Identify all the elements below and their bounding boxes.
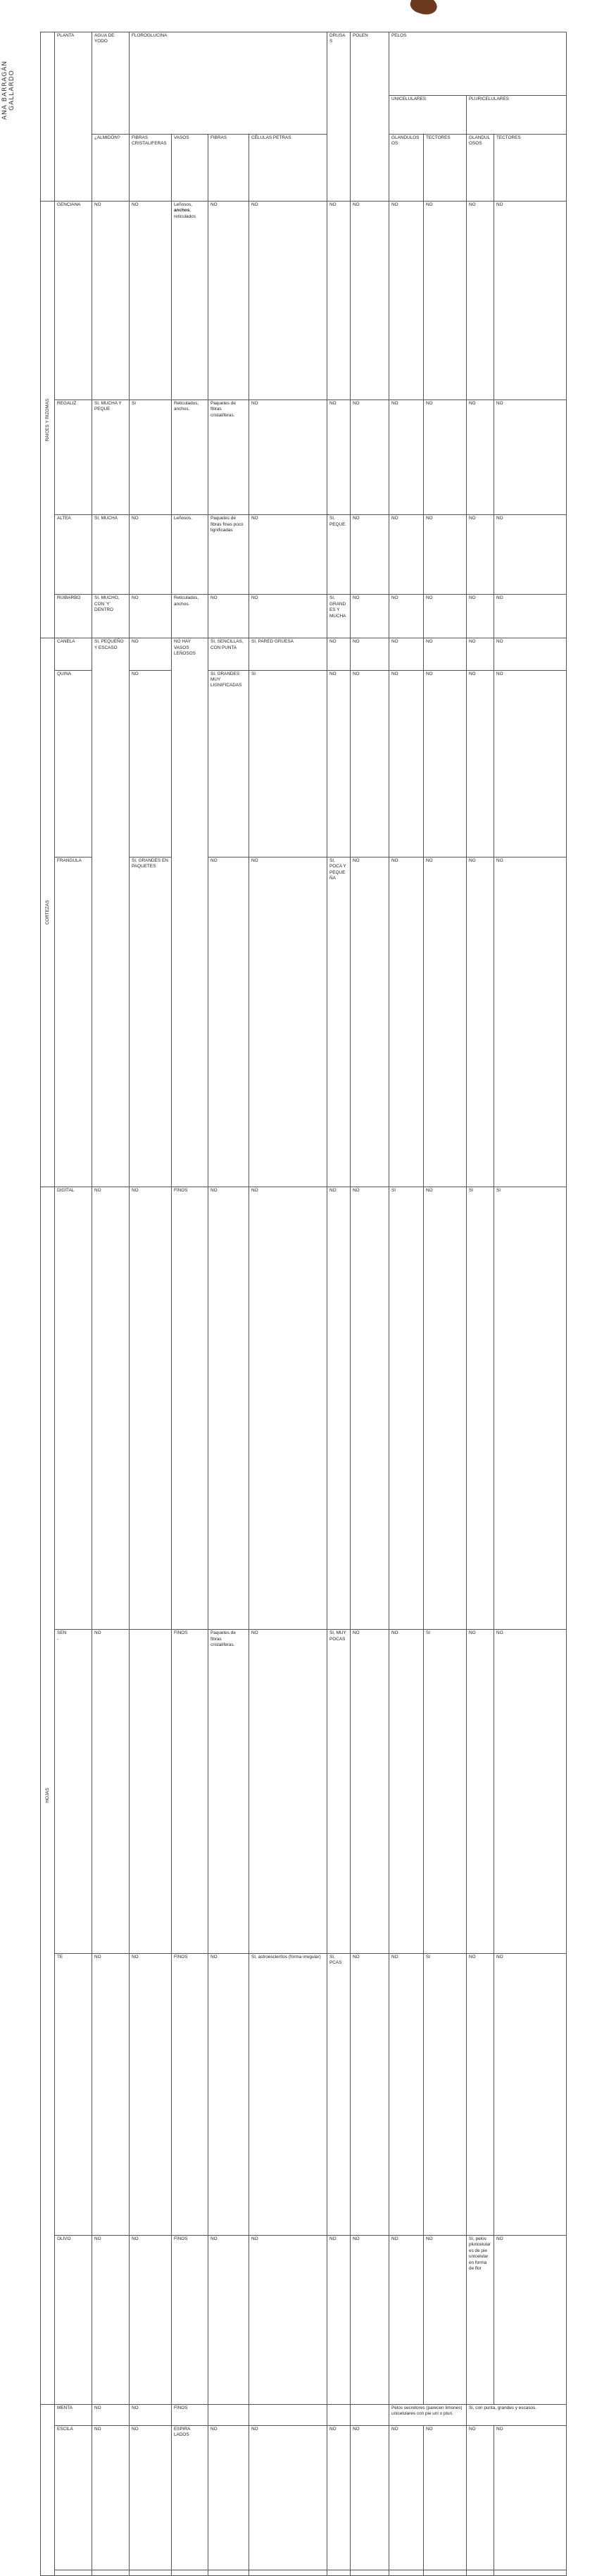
group-cortezas: CORTEZAS <box>41 638 55 1187</box>
cell-agua: NO <box>92 1630 130 1953</box>
cell-drusas: NO <box>327 670 351 857</box>
cell-uni-tectores: NO <box>424 1187 467 1630</box>
cell-fibras-cristaliferas: NO <box>130 2235 172 2404</box>
cell-celulas: SI, astroesclerítos (forma irregular) <box>249 1953 327 2235</box>
cell-celulas <box>249 2404 327 2425</box>
cell-pluri-tectores: NO <box>494 1630 567 1953</box>
cell-drusas <box>327 2404 351 2425</box>
ink-stain <box>408 0 439 18</box>
cell-celulas: NO <box>249 515 327 595</box>
table-row <box>41 2404 567 2425</box>
cell-uni-tectores: NO <box>424 515 467 595</box>
cell-polen: NO <box>351 670 389 857</box>
cell-celulas: NO <box>249 201 327 400</box>
cell-pluri-tectores: NO <box>494 515 567 595</box>
cell-agua: NO <box>92 2425 130 2570</box>
cell-uni-glandulosos: NO <box>389 1953 424 2235</box>
cell-fibras: Paquetes de fibras cristalíferas. <box>208 1630 249 1953</box>
cell-fibras-cristaliferas: SI, GRANDES EN PAQUETES <box>130 857 172 1187</box>
cell-pluri-glandulosos: NO <box>467 638 494 670</box>
table-row <box>41 2570 567 2576</box>
cell-drusas: SI, POCA Y PEQUEÑA <box>327 857 351 1187</box>
col-vasos: VASOS <box>172 134 208 201</box>
cell-vasos: Leñosos. <box>172 515 208 595</box>
col-agua: AGUA DE YODO <box>92 32 130 135</box>
cell-planta: TE <box>55 1953 92 2235</box>
cell-drusas: NO <box>327 400 351 515</box>
cell-planta: ESCILA <box>55 2425 92 2570</box>
col-polen: POLEN <box>351 32 389 202</box>
col-unicelulares: UNICELULARES <box>389 96 467 135</box>
cell-fibras: NO <box>208 1187 249 1630</box>
cell-uni-glandulosos: NO <box>389 2425 424 2570</box>
cell-planta: QUINA <box>55 670 92 857</box>
col-almidon: ¿ALMIDÓN? <box>92 134 130 201</box>
cell-celulas: NO <box>249 857 327 1187</box>
cell-fibras-cristaliferas <box>130 1630 172 1953</box>
table-row <box>41 638 567 670</box>
cell-drusas: SI, GRANDES Y MUCHA <box>327 595 351 638</box>
cell-uni-glandulosos: SI <box>389 1187 424 1630</box>
table-row <box>41 595 567 638</box>
cell-polen: NO <box>351 857 389 1187</box>
cell-fibras-cristaliferas: NO <box>130 2425 172 2570</box>
cell-fibras: SI, SENCILLAS, CON PUNTA <box>208 638 249 670</box>
cell-planta: RUIBARBO <box>55 595 92 638</box>
cell-fibras-cristaliferas: NO <box>130 638 172 670</box>
group-header-blank <box>41 32 55 202</box>
cell-pluri-glandulosos: NO <box>467 1630 494 1953</box>
cell-drusas: SI, MUY POCAS <box>327 1630 351 1953</box>
cell-agua: NO <box>92 201 130 400</box>
cell-agua: NO <box>92 2235 130 2404</box>
cell-fibras: NO <box>208 857 249 1187</box>
col-celulas-petras: CÉLULAS PETRAS <box>249 134 327 201</box>
cell-pluri-glandulosos: NO <box>467 2425 494 2570</box>
col-drusas: DRUSAS <box>327 32 351 202</box>
cell-pluri-glandulosos: Sí, pelos pluricelulares de pie unicelular en forma de flor <box>467 2235 494 2404</box>
cell-uni-tectores: SI <box>424 1630 467 1953</box>
cell-polen: NO <box>351 1953 389 2235</box>
cell-unicelulares: Pelos secretores (parecen limones) unicelulares con pie uni o pluri. <box>389 2404 467 2425</box>
cell-fibras-cristaliferas: NO <box>130 595 172 638</box>
cell-planta: MENTA <box>55 2404 92 2425</box>
cell-pluri-tectores: NO <box>494 2235 567 2404</box>
table-row <box>41 1953 567 2235</box>
cell-drusas: NO <box>327 2425 351 2570</box>
col-fibras: FIBRAS <box>208 134 249 201</box>
cell-fibras-cristaliferas: NO <box>130 515 172 595</box>
cell-fibras-cristaliferas: NO <box>130 670 172 857</box>
cell-fibras-cristaliferas: NO <box>130 201 172 400</box>
cell-celulas: SI, PARED GRUESA <box>249 638 327 670</box>
cell-uni-tectores: SI <box>424 1953 467 2235</box>
cell-agua: NO <box>92 2404 130 2425</box>
cell-fibras: SI, GRANDES MUY LIGNIFICADAS <box>208 670 249 857</box>
col-pluri-tectores: TECTORES <box>494 134 567 201</box>
cell-vasos: Reticulados, anchos. <box>172 400 208 515</box>
cell-celulas: SI <box>249 670 327 857</box>
cell-fibras: Paquetes de fibras cristalíferas. <box>208 400 249 515</box>
cell-uni-tectores: NO <box>424 201 467 400</box>
cell-pluri-glandulosos: NO <box>467 1953 494 2235</box>
cell-uni-glandulosos: NO <box>389 201 424 400</box>
cell-vasos: FINOS <box>172 2404 208 2425</box>
cell-pluri-glandulosos: NO <box>467 670 494 857</box>
cell-pluri-tectores: NO <box>494 1953 567 2235</box>
cell-fibras: NO <box>208 2235 249 2404</box>
cell-pluri-glandulosos: NO <box>467 201 494 400</box>
cell-uni-glandulosos: NO <box>389 2235 424 2404</box>
cell-pluri-glandulosos: NO <box>467 857 494 1187</box>
cell-pluri-glandulosos: NO <box>467 595 494 638</box>
col-planta: PLANTA <box>55 32 92 202</box>
cell-uni-glandulosos: NO <box>389 638 424 670</box>
group-raices: RAICES Y RIZOMAS <box>41 201 55 638</box>
cell-fibras-cristaliferas: SI <box>130 400 172 515</box>
cell-pluri-tectores: NO <box>494 201 567 400</box>
table-row <box>41 400 567 515</box>
cell-pluri-glandulosos: NO <box>467 400 494 515</box>
col-floroglucina: FLOROGLUCINA <box>130 32 327 135</box>
cell-polen: NO <box>351 2235 389 2404</box>
group-hojas: HOJAS <box>41 1187 55 2404</box>
cell-vasos: NO HAY VASOS LEÑOSOS <box>172 638 208 1187</box>
cell-planta: OLIVO <box>55 2235 92 2404</box>
cell-celulas: NO <box>249 595 327 638</box>
table-row <box>41 1630 567 1953</box>
cell-celulas: NO <box>249 2235 327 2404</box>
cell-fibras: Paquetes de fibras finas poco lignificadas <box>208 515 249 595</box>
cell-polen <box>351 2404 389 2425</box>
cell-polen: NO <box>351 1187 389 1630</box>
col-fibras-cristaliferas: FIBRAS CRISTALIFERAS <box>130 134 172 201</box>
cell-uni-glandulosos: NO <box>389 1630 424 1953</box>
cell-pluri-glandulosos: SI <box>467 1187 494 1630</box>
cell-polen: NO <box>351 400 389 515</box>
cell-celulas: NO <box>249 1630 327 1953</box>
col-pelos: PELOS <box>389 32 567 96</box>
cell-vasos: FINOS <box>172 1187 208 1630</box>
cell-drusas: NO <box>327 1187 351 1630</box>
cell-polen: NO <box>351 515 389 595</box>
cell-agua: NO <box>92 1953 130 2235</box>
cell-polen: NO <box>351 595 389 638</box>
cell-planta: ALTEA <box>55 515 92 595</box>
cell-vasos: FINOS <box>172 1953 208 2235</box>
col-pluri-glandulosos: GLANDULOSOS <box>467 134 494 201</box>
cell-fibras-cristaliferas: NO <box>130 1953 172 2235</box>
cell-drusas: NO <box>327 201 351 400</box>
cell-planta: CANELA <box>55 638 92 670</box>
cell-uni-glandulosos: NO <box>389 670 424 857</box>
cell-celulas: NO <box>249 1187 327 1630</box>
cell-uni-glandulosos: NO <box>389 595 424 638</box>
cell-polen: NO <box>351 638 389 670</box>
cell-drusas: NO <box>327 638 351 670</box>
cell-planta: SEN - <box>55 1630 92 1953</box>
cell-pluricelulares: Si, con punta, grandes y escasos. <box>467 2404 567 2425</box>
cell-fibras-cristaliferas: NO <box>130 2404 172 2425</box>
cell-pluri-tectores: SI <box>494 1187 567 1630</box>
cell-pluri-tectores: NO <box>494 857 567 1187</box>
table-row <box>41 1187 567 1630</box>
table-row <box>41 515 567 595</box>
cell-vasos: Leñosos, anchos, reticulados <box>172 201 208 400</box>
cell-uni-glandulosos: NO <box>389 400 424 515</box>
cell-uni-tectores: NO <box>424 400 467 515</box>
cell-agua: NO <box>92 1187 130 1630</box>
cell-uni-tectores: NO <box>424 2235 467 2404</box>
cell-drusas: NO <box>327 2235 351 2404</box>
cell-drusas: SI, PEQUE <box>327 515 351 595</box>
cell-planta: GENCIANA <box>55 201 92 400</box>
cell-planta: REGALIZ <box>55 400 92 515</box>
cell-celulas: NO <box>249 2425 327 2570</box>
cell-polen: NO <box>351 2425 389 2570</box>
cell-drusas: SI, PCAS <box>327 1953 351 2235</box>
col-uni-glandulosos: GLANDULOSOS <box>389 134 424 201</box>
cell-fibras <box>208 2404 249 2425</box>
table-row <box>41 201 567 400</box>
col-uni-tectores: TECTORES <box>424 134 467 201</box>
cell-pluri-tectores: NO <box>494 400 567 515</box>
table-row <box>41 2425 567 2570</box>
col-pluricelulares: PLURICELULARES <box>467 96 567 135</box>
cell-agua: SI, MUCHA Y PEQUE <box>92 400 130 515</box>
author-handwriting: ANA BARRAGÁN GALLARDO <box>1 60 15 120</box>
cell-planta: DIGITAL <box>55 1187 92 1630</box>
cell-polen: NO <box>351 201 389 400</box>
cell-fibras: NO <box>208 595 249 638</box>
cell-polen: NO <box>351 1630 389 1953</box>
cell-pluri-tectores: NO <box>494 595 567 638</box>
cell-celulas: NO <box>249 400 327 515</box>
cell-uni-tectores: NO <box>424 595 467 638</box>
cell-pluri-tectores: NO <box>494 638 567 670</box>
cell-vasos: Reticulados, anchos. <box>172 595 208 638</box>
cell-uni-tectores: NO <box>424 670 467 857</box>
cell-fibras: NO <box>208 1953 249 2235</box>
cell-vasos: FINOS <box>172 2235 208 2404</box>
cell-planta: FRANGULA <box>55 857 92 1187</box>
cell-uni-glandulosos: NO <box>389 857 424 1187</box>
cell-fibras-cristaliferas: NO <box>130 1187 172 1630</box>
cell-pluri-tectores: NO <box>494 2425 567 2570</box>
cell-vasos: FINOS <box>172 1630 208 1953</box>
cell-fibras: NO <box>208 2425 249 2570</box>
table-row <box>41 2235 567 2404</box>
cell-vasos: ESPIRA LADOS <box>172 2425 208 2570</box>
cell-agua: SI, MUCHA <box>92 515 130 595</box>
cell-pluri-glandulosos: NO <box>467 515 494 595</box>
cell-agua: SI, PEQUEÑO Y ESCASO <box>92 638 130 1187</box>
comparison-table <box>40 32 567 2576</box>
cell-uni-glandulosos: NO <box>389 515 424 595</box>
group-blank <box>41 2404 55 2576</box>
cell-uni-tectores: NO <box>424 638 467 670</box>
cell-agua: SI, MUCHO, CON 'Y' DENTRO <box>92 595 130 638</box>
cell-uni-tectores: NO <box>424 2425 467 2570</box>
cell-uni-tectores: NO <box>424 857 467 1187</box>
cell-pluri-tectores: NO <box>494 670 567 857</box>
cell-fibras: NO <box>208 201 249 400</box>
